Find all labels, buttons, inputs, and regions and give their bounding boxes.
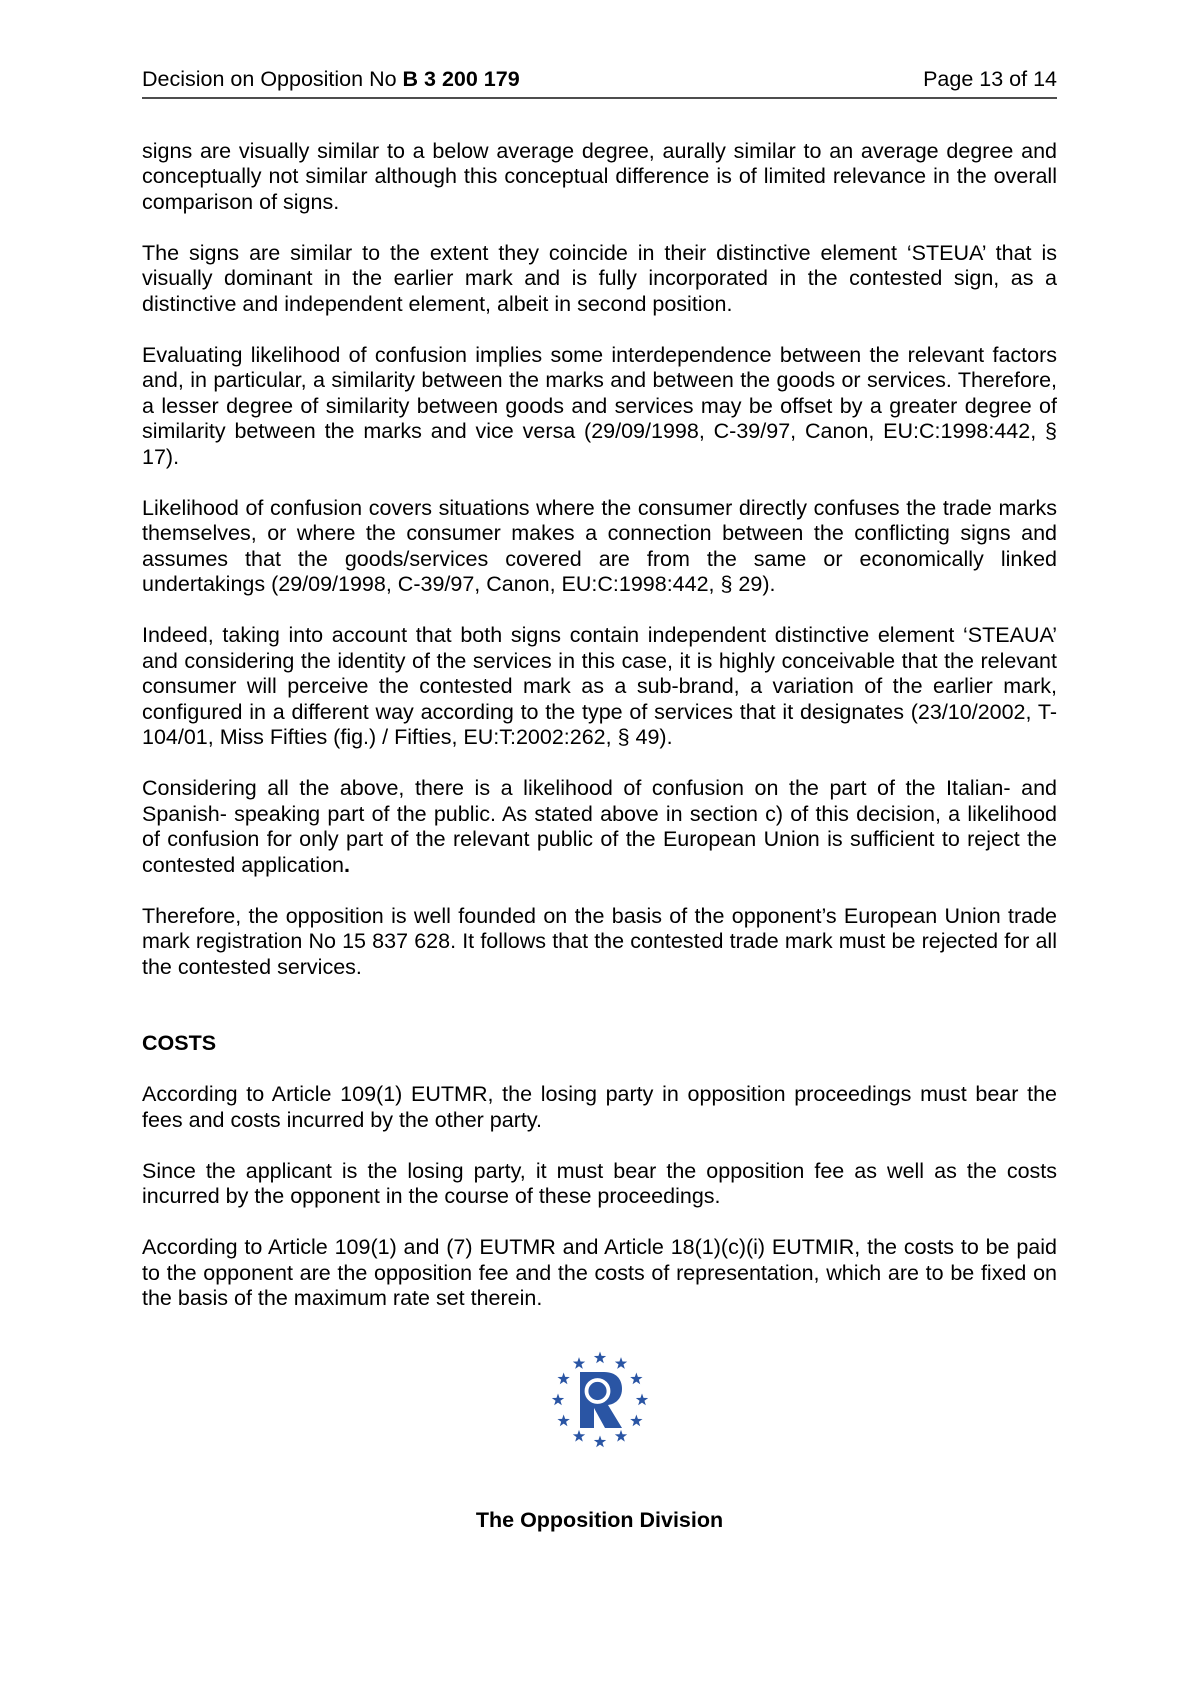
para-signs-similar: The signs are similar to the extent they coincide in their distinctive element ‘STEUA’ that is visually dominant in the earlier mark and is fully incorporated in the contested sign, as a distinctive and independent element, albeit in second position. [142,240,1057,316]
euipo-logo [142,1350,1057,1455]
opposition-division-label: The Opposition Division [475,1507,724,1532]
para-sub-brand: Indeed, taking into account that both signs contain independent distinctive element ‘STEAUA’ and considering the identity of the services in this case, it is highly conceivable that the relevant consumer will perceive the contested mark as a sub-brand, a variation of the earlier mark, configured in a different way according to the type of services that it designates (23/10/2002, T-104/01, Miss Fifties (fig.) / Fifties, EU:T:2002:262, § 49). [142,623,1057,749]
para-conclusion-text: Considering all the above, there is a likelihood of confusion on the part of the Italian- and Spanish- speaking part of the public. As stated above in section c) of this decision, a likelihood of confusion for only part of the relevant public of the European Union is sufficient to reject the contested application [142,776,1057,877]
para-costs-amount: According to Article 109(1) and (7) EUTMR and Article 18(1)(c)(i) EUTMIR, the costs to be paid to the opponent are the opposition fee and the costs of representation, which are to be fixed on the basis of the maximum rate set therein. [142,1235,1057,1310]
document-title-regular: Decision on Opposition No [142,67,403,91]
para-visual-similarity: signs are visually similar to a below average degree, aurally similar to an average degree and conceptually not similar although this conceptual difference is of limited relevance in the overall comparison of signs. [142,138,1057,214]
document-title [142,67,520,93]
para-conclusion-confusion [142,776,1057,878]
para-interdependence: Evaluating likelihood of confusion implies some interdependence between the relevant factors and, in particular, a similarity between the marks and between the goods or services. Therefore, a lesser degree of similarity between goods and services may be offset by a greater degree of similarity between the marks and vice versa (29/09/1998, C-39/97, Canon, EU:C:1998:442, § 17). [142,342,1057,469]
bold-period: . [344,852,350,877]
opposition-number: B 3 200 179 [402,67,520,91]
para-costs-applicant: Since the applicant is the losing party, it must bear the opposition fee as well as the costs incurred by the opponent in the course of these proceedings. [142,1158,1057,1208]
decision-body [142,139,1057,1312]
costs-heading: COSTS [142,1031,217,1055]
para-likelihood-definition: Likelihood of confusion covers situations where the consumer directly confuses the trade marks themselves, or where the consumer makes a connection between the conflicting signs and assumes that the goods/services covered are from the same or economically linked undertakings (29/09/1998, C-39/97, Canon, EU:C:1998:442, § 29). [142,495,1057,596]
para-costs-rule: According to Article 109(1) EUTMR, the losing party in opposition proceedings must bear the fees and costs incurred by the other party. [142,1082,1057,1132]
page-header [142,67,1057,99]
page-indicator: Page 13 of 14 [923,67,1057,91]
para-opposition-founded: Therefore, the opposition is well founded on the basis of the opponent’s European Union trade mark registration No 15 837 628. It follows that the contested trade mark must be rejected for all the contested services. [142,903,1057,979]
